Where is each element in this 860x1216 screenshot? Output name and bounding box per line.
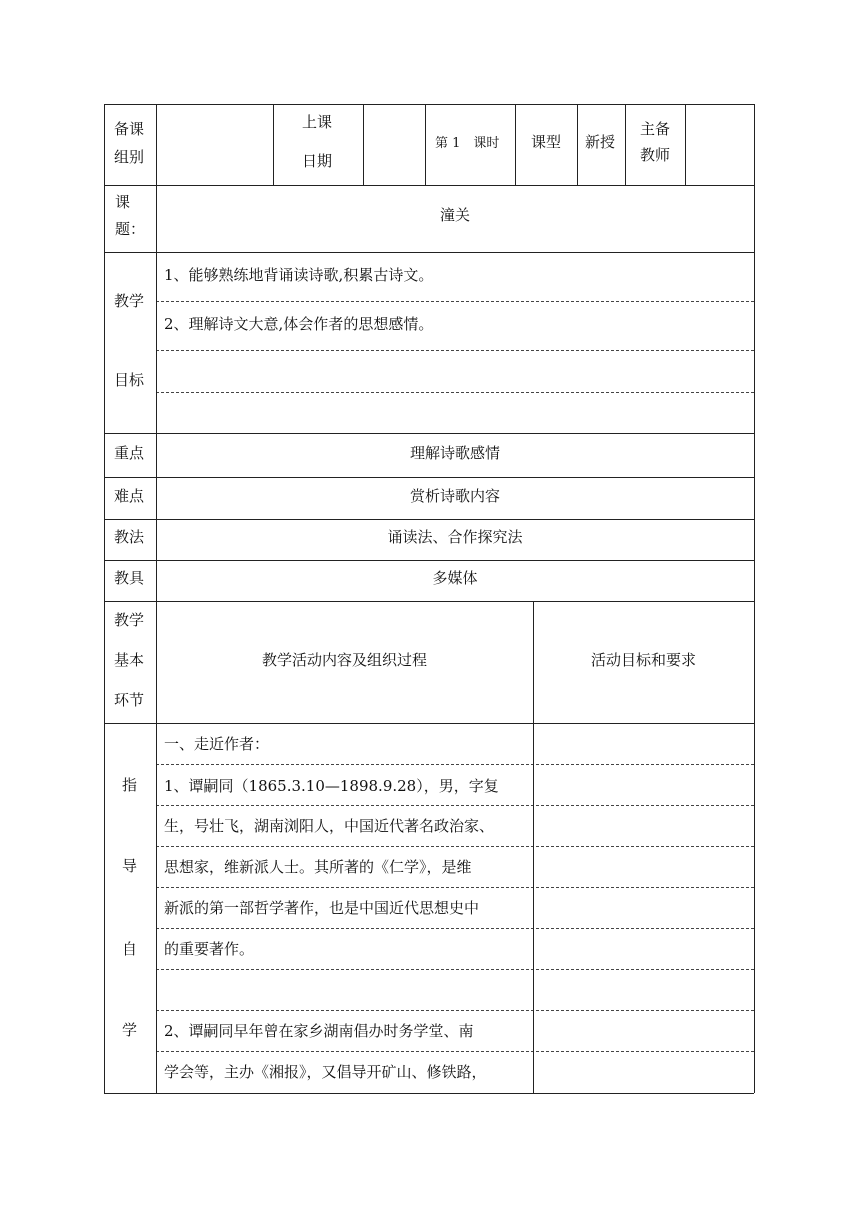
dashed-divider	[156, 887, 754, 888]
header-divider	[425, 104, 426, 185]
dashed-divider	[156, 392, 754, 393]
table-border-top	[104, 104, 754, 105]
group-label-line1: 备课	[114, 120, 145, 138]
dashed-divider	[156, 301, 754, 302]
guide-label-char: 导	[122, 857, 138, 875]
method-label: 教法	[114, 528, 145, 546]
objective-item: 1、能够熟练地背诵读诗歌,积累古诗文。	[164, 266, 434, 284]
topic-label-line2: 题：	[115, 220, 146, 238]
guide-line: 1、谭嗣同（1865.3.10—1898.9.28），男，字复	[164, 777, 499, 795]
guide-label-char: 学	[122, 1021, 138, 1039]
guide-line: 思想家，维新派人士。其所著的《仁学》，是维	[164, 858, 472, 876]
difficulty-label: 难点	[114, 487, 145, 505]
key-point-label: 重点	[114, 444, 145, 462]
table-border-right	[754, 104, 755, 1093]
dashed-divider	[156, 1051, 754, 1052]
topic-label-line1: 课	[115, 193, 131, 211]
row-divider	[104, 252, 754, 253]
process-goals-header: 活动目标和要求	[590, 651, 696, 669]
process-label-line1: 教学	[114, 611, 145, 629]
header-divider	[515, 104, 516, 185]
header-divider	[273, 104, 274, 185]
dashed-divider	[156, 764, 754, 765]
date-label-line1: 上课	[302, 113, 333, 131]
dashed-divider	[156, 350, 754, 351]
header-divider	[625, 104, 626, 185]
dashed-divider	[156, 969, 754, 970]
guide-line: 2、谭嗣同早年曾在家乡湖南倡办时务学堂、南	[164, 1022, 474, 1040]
guide-line: 一、走近作者：	[164, 735, 270, 753]
process-label-line2: 基本	[114, 651, 145, 669]
lesson-number: 第 1 课时	[435, 136, 500, 151]
row-divider	[104, 477, 754, 478]
header-divider	[363, 104, 364, 185]
tools-value: 多媒体	[432, 569, 478, 587]
header-divider	[577, 104, 578, 185]
type-value: 新授	[585, 133, 616, 151]
label-column-divider	[156, 104, 157, 1093]
dashed-divider	[156, 846, 754, 847]
objectives-label-line2: 目标	[114, 371, 145, 389]
objective-item: 2、理解诗文大意,体会作者的思想感情。	[164, 315, 434, 333]
tools-label: 教具	[114, 569, 145, 587]
difficulty-value: 赏析诗歌内容	[409, 487, 500, 505]
topic-title: 潼关	[439, 206, 470, 224]
guide-line: 生，号壮飞，湖南浏阳人，中国近代著名政治家、	[164, 817, 495, 835]
guide-line: 新派的第一部哲学著作，也是中国近代思想史中	[164, 899, 480, 917]
table-border-bottom	[104, 1093, 754, 1094]
guide-line: 学会等，主办《湘报》，又倡导开矿山、修铁路，	[164, 1063, 487, 1081]
process-label-line3: 环节	[114, 691, 145, 709]
method-value: 诵读法、合作探究法	[387, 528, 523, 546]
guide-label-char: 自	[122, 940, 138, 958]
group-label-line2: 组别	[114, 148, 145, 166]
row-divider	[104, 601, 754, 602]
table-border-left	[104, 104, 105, 1093]
type-label: 课型	[531, 133, 562, 151]
key-point-value: 理解诗歌感情	[409, 444, 500, 462]
guide-line: 的重要著作。	[164, 940, 255, 958]
row-divider	[104, 519, 754, 520]
guide-label-char: 指	[122, 776, 138, 794]
date-label-line2: 日期	[302, 152, 333, 170]
dashed-divider	[156, 805, 754, 806]
objectives-label-line1: 教学	[114, 292, 145, 310]
teacher-label-line2: 教师	[640, 146, 671, 164]
dashed-divider	[156, 1010, 754, 1011]
row-divider	[104, 433, 754, 434]
process-content-header: 教学活动内容及组织过程	[261, 651, 427, 669]
row-divider	[104, 560, 754, 561]
teacher-label-line1: 主备	[640, 120, 671, 138]
row-divider	[104, 723, 754, 724]
dashed-divider	[156, 928, 754, 929]
header-divider	[685, 104, 686, 185]
goals-column-divider	[533, 601, 534, 1093]
row-divider	[104, 185, 754, 186]
